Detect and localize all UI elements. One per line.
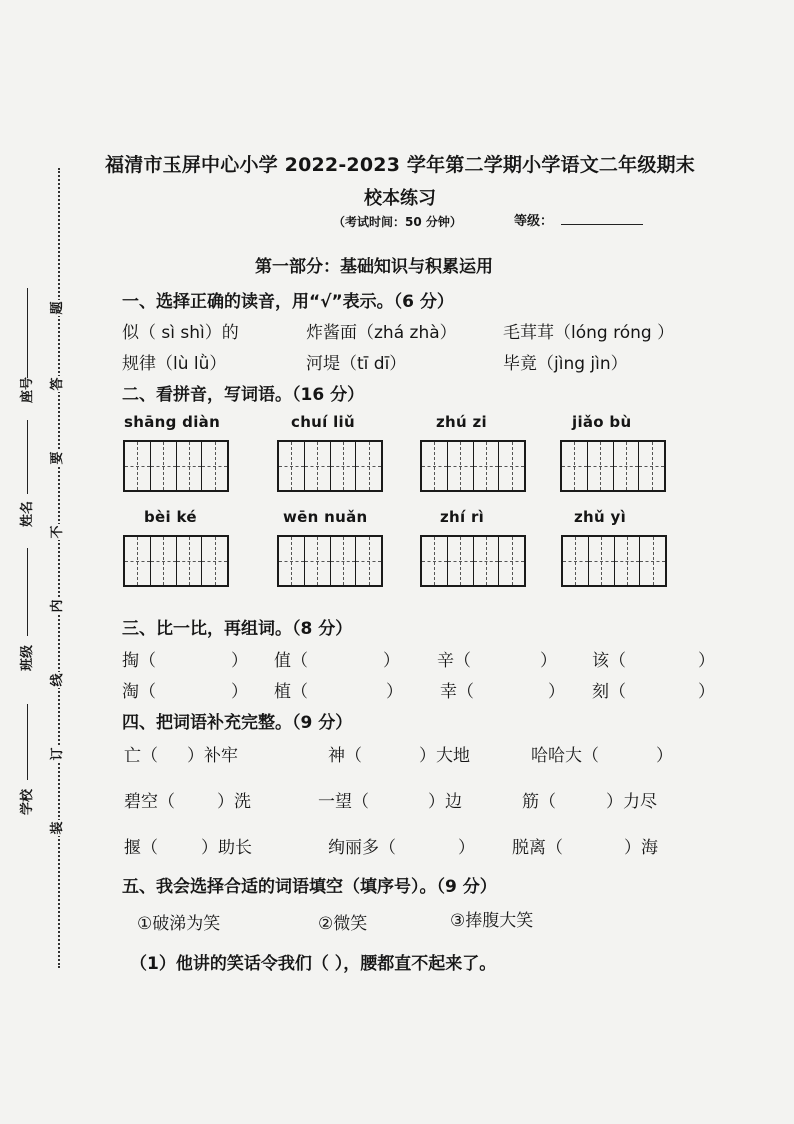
pronunciation-item[interactable]: 似（ sì shì）的: [122, 323, 239, 343]
grade-label: 等级：: [514, 214, 554, 229]
part-one-title: 第一部分：基础知识与积累运用: [255, 257, 493, 277]
section-5-heading: 五、我会选择合适的词语填空（填序号）。（9 分）: [122, 877, 497, 897]
compare-char: 掏（: [122, 651, 156, 671]
idiom-part[interactable]: ）洗: [217, 792, 251, 812]
idiom-part: 绚丽多（: [328, 838, 396, 858]
section-1-heading: 一、选择正确的读音，用“√”表示。（6 分）: [122, 292, 454, 312]
compare-char: 植（: [274, 682, 308, 702]
seal-char: 线: [50, 673, 65, 687]
compare-blank[interactable]: ）: [386, 682, 403, 702]
fill-blank-question[interactable]: （1）他讲的笑话令我们（ ），腰都直不起来了。: [130, 954, 497, 974]
pinyin-label: chuí liǔ: [291, 413, 355, 431]
compare-char: 辛（: [437, 651, 471, 671]
pinyin-label: shāng diàn: [124, 413, 221, 431]
compare-blank[interactable]: ）: [383, 651, 400, 671]
writing-grid[interactable]: [420, 535, 526, 587]
pinyin-label: zhú zi: [436, 413, 487, 431]
pinyin-label: wēn nuǎn: [283, 508, 368, 526]
seal-char: 不: [50, 525, 65, 539]
seal-char: 内: [50, 599, 65, 613]
word-option: ②微笑: [318, 914, 368, 934]
compare-char: 淘（: [122, 682, 156, 702]
pronunciation-item[interactable]: 规律（lù lǜ）: [122, 354, 227, 374]
idiom-part[interactable]: ）海: [624, 838, 658, 858]
writing-grid[interactable]: [277, 440, 383, 492]
idiom-part: 哈哈大（: [531, 746, 599, 766]
seat-number-label: 座号: [20, 377, 35, 404]
compare-blank[interactable]: ）: [698, 682, 715, 702]
class-label: 班级: [20, 645, 35, 672]
idiom-part[interactable]: ）大地: [419, 746, 470, 766]
section-4-heading: 四、把词语补充完整。（9 分）: [122, 713, 353, 733]
exam-subtitle: 校本练习: [364, 188, 436, 209]
idiom-part: 筋（: [522, 792, 556, 812]
seal-char: 订: [50, 747, 65, 761]
writing-grid[interactable]: [277, 535, 383, 587]
idiom-part[interactable]: ）边: [428, 792, 462, 812]
pronunciation-item[interactable]: 毛茸茸（lóng róng ）: [503, 323, 675, 343]
idiom-part: 神（: [328, 746, 362, 766]
section-3-heading: 三、比一比，再组词。（8 分）: [122, 619, 353, 639]
writing-grid[interactable]: [560, 440, 666, 492]
idiom-part[interactable]: ）补牢: [187, 746, 238, 766]
school-label: 学校: [20, 789, 35, 816]
school-line: [27, 704, 28, 780]
compare-char: 该（: [592, 651, 626, 671]
idiom-part[interactable]: ）力尽: [606, 792, 657, 812]
compare-blank[interactable]: ）: [231, 682, 248, 702]
seal-char: 答: [50, 377, 65, 391]
pronunciation-item[interactable]: 毕竟（jìng jìn）: [503, 354, 628, 374]
grade-blank[interactable]: [561, 224, 643, 225]
idiom-part[interactable]: ）助长: [201, 838, 252, 858]
compare-blank[interactable]: ）: [540, 651, 557, 671]
seal-char: 题: [50, 301, 65, 315]
name-label: 姓名: [20, 501, 35, 528]
idiom-part: 碧空（: [124, 792, 175, 812]
compare-char: 值（: [274, 651, 308, 671]
compare-blank[interactable]: ）: [698, 651, 715, 671]
section-2-heading: 二、看拼音，写词语。（16 分）: [122, 385, 365, 405]
idiom-part: 揠（: [124, 838, 158, 858]
writing-grid[interactable]: [123, 535, 229, 587]
compare-blank[interactable]: ）: [231, 651, 248, 671]
writing-grid[interactable]: [420, 440, 526, 492]
name-line: [27, 420, 28, 494]
pinyin-label: jiǎo bù: [572, 413, 632, 431]
exam-title: 福清市玉屏中心小学 2022-2023 学年第二学期小学语文二年级期末: [105, 154, 695, 176]
idiom-part: 脱离（: [512, 838, 563, 858]
compare-char: 幸（: [440, 682, 474, 702]
idiom-part: 亡（: [124, 746, 158, 766]
compare-char: 刻（: [592, 682, 626, 702]
binding-dotted-line: [58, 168, 60, 968]
seal-char: 装: [50, 821, 65, 835]
seal-char: 要: [50, 451, 65, 465]
writing-grid[interactable]: [123, 440, 229, 492]
idiom-part[interactable]: ）: [656, 746, 673, 766]
pronunciation-item[interactable]: 河堤（tī dī）: [306, 354, 407, 374]
pinyin-label: zhǔ yì: [574, 508, 627, 526]
idiom-part[interactable]: ）: [458, 838, 475, 858]
word-option: ①破涕为笑: [137, 914, 221, 934]
compare-blank[interactable]: ）: [548, 682, 565, 702]
idiom-part: 一望（: [318, 792, 369, 812]
class-line: [27, 548, 28, 636]
pinyin-label: bèi ké: [144, 508, 197, 526]
pronunciation-item[interactable]: 炸酱面（zhá zhà）: [306, 323, 457, 343]
pinyin-label: zhí rì: [440, 508, 485, 526]
seat-number-line: [27, 288, 28, 378]
exam-duration: （考试时间：50 分钟）: [333, 215, 462, 229]
writing-grid[interactable]: [561, 535, 667, 587]
word-option: ③捧腹大笑: [450, 911, 534, 931]
